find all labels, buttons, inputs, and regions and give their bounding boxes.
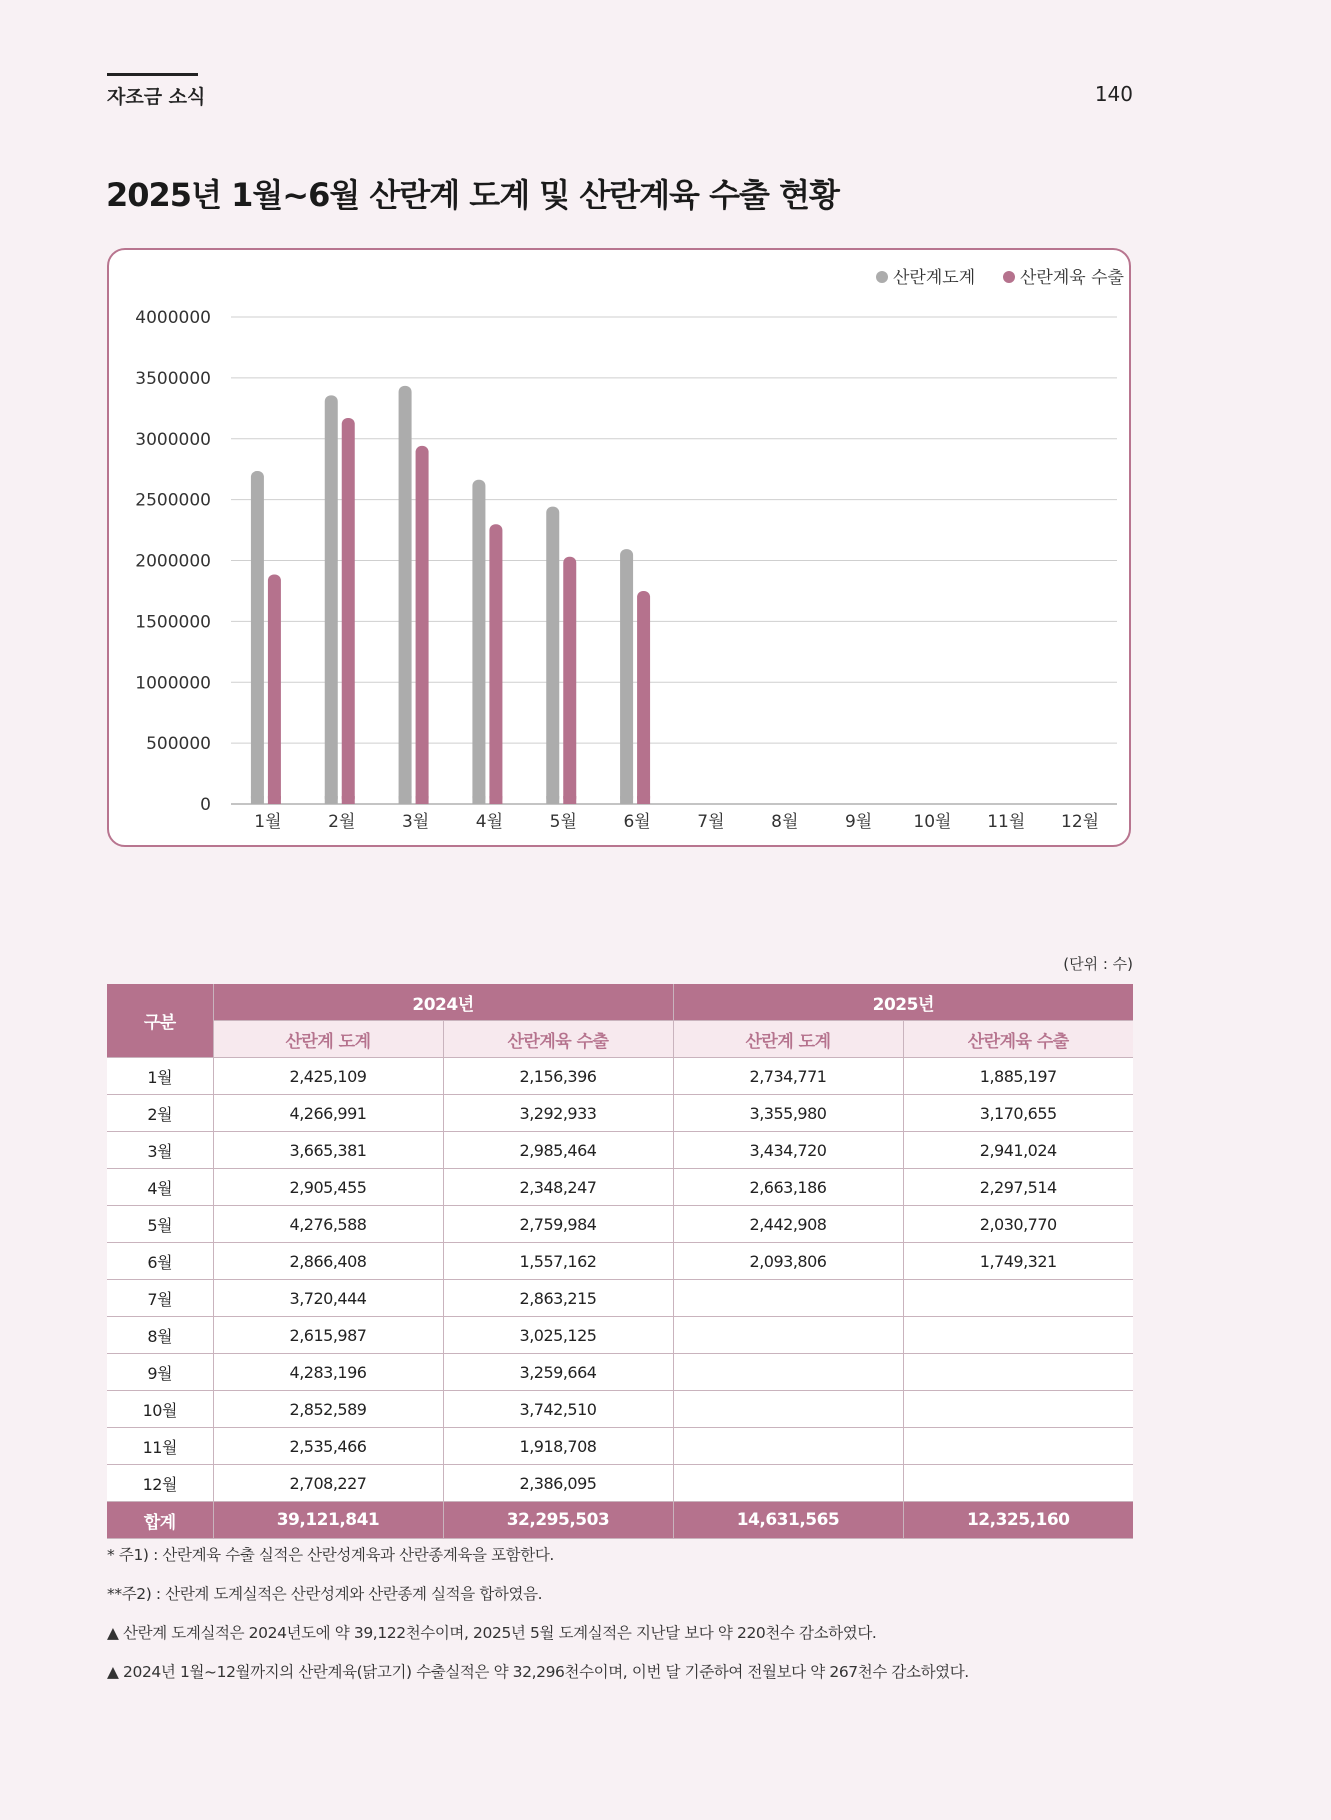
value-cell: 1,749,321 xyxy=(903,1243,1133,1280)
unit-label: (단위 : 수) xyxy=(1063,955,1133,973)
table-row xyxy=(107,1058,1133,1095)
month-cell: 9월 xyxy=(107,1354,213,1391)
bar-base xyxy=(399,796,412,804)
table-row xyxy=(107,1132,1133,1169)
value-cell: 3,434,720 xyxy=(673,1132,903,1169)
value-cell xyxy=(673,1280,903,1317)
value-cell: 4,276,588 xyxy=(213,1206,443,1243)
value-cell xyxy=(903,1391,1133,1428)
bar-base xyxy=(489,796,502,804)
y-tick-label: 3000000 xyxy=(135,429,211,450)
value-cell xyxy=(673,1428,903,1465)
bar-base xyxy=(637,796,650,804)
page-number: 140 xyxy=(1094,82,1133,106)
value-cell: 3,025,125 xyxy=(443,1317,673,1354)
x-tick-label: 5월 xyxy=(549,812,577,832)
x-tick-label: 3월 xyxy=(401,812,430,832)
month-cell: 4월 xyxy=(107,1169,213,1206)
x-tick-label: 9월 xyxy=(844,812,873,832)
x-tick-label: 12월 xyxy=(1061,812,1100,832)
bar-base xyxy=(620,796,633,804)
value-cell xyxy=(673,1391,903,1428)
table-row xyxy=(107,1354,1133,1391)
table-row xyxy=(107,1280,1133,1317)
value-cell: 3,355,980 xyxy=(673,1095,903,1132)
value-cell: 2,663,186 xyxy=(673,1169,903,1206)
value-cell xyxy=(673,1317,903,1354)
table-row xyxy=(107,1391,1133,1428)
month-cell: 2월 xyxy=(107,1095,213,1132)
bar-slaughter xyxy=(399,386,412,804)
value-cell: 2,615,987 xyxy=(213,1317,443,1354)
bar-export xyxy=(342,418,355,804)
legend-marker xyxy=(876,271,888,283)
bar-base xyxy=(251,796,264,804)
subheader-export-2025: 산란계육 수출 xyxy=(903,1021,1133,1058)
legend-marker xyxy=(1003,271,1015,283)
value-cell: 2,708,227 xyxy=(213,1465,443,1502)
x-tick-label: 8월 xyxy=(771,812,799,832)
value-cell: 2,941,024 xyxy=(903,1132,1133,1169)
bar-base xyxy=(472,796,485,804)
value-cell: 2,348,247 xyxy=(443,1169,673,1206)
table-row xyxy=(107,1317,1133,1354)
section-name: 자조금 소식 xyxy=(107,86,206,108)
value-cell: 1,885,197 xyxy=(903,1058,1133,1095)
x-tick-label: 6월 xyxy=(623,812,651,832)
legend-label: 산란계도계 xyxy=(893,268,976,288)
value-cell: 3,665,381 xyxy=(213,1132,443,1169)
total-cell: 12,325,160 xyxy=(903,1502,1133,1539)
value-cell: 2,535,466 xyxy=(213,1428,443,1465)
bar-slaughter xyxy=(251,471,264,804)
bar-export xyxy=(489,524,502,804)
bar-export xyxy=(563,557,576,804)
value-cell: 2,866,408 xyxy=(213,1243,443,1280)
x-tick-label: 4월 xyxy=(475,812,504,832)
table-row xyxy=(107,1428,1133,1465)
value-cell: 3,720,444 xyxy=(213,1280,443,1317)
total-label: 합계 xyxy=(107,1502,213,1539)
value-cell xyxy=(903,1354,1133,1391)
y-tick-label: 3500000 xyxy=(135,368,211,389)
y-tick-label: 500000 xyxy=(146,734,211,755)
bar-base xyxy=(546,796,559,804)
table-row xyxy=(107,1095,1133,1132)
page-title: 2025년 1월~6월 산란계 도계 및 산란계육 수출 현황 xyxy=(106,176,839,214)
subheader-slaughter-2024: 산란계 도계 xyxy=(213,1021,443,1058)
value-cell xyxy=(903,1280,1133,1317)
value-cell: 2,425,109 xyxy=(213,1058,443,1095)
bar-export xyxy=(637,591,650,804)
value-cell: 3,170,655 xyxy=(903,1095,1133,1132)
value-cell: 2,985,464 xyxy=(443,1132,673,1169)
footnote: **주2) : 산란계 도계실적은 산란성계와 산란종계 실적을 합하였음. xyxy=(107,1585,543,1603)
bar-slaughter xyxy=(472,480,485,804)
month-cell: 6월 xyxy=(107,1243,213,1280)
month-cell: 12월 xyxy=(107,1465,213,1502)
bar-base xyxy=(563,796,576,804)
value-cell: 2,156,396 xyxy=(443,1058,673,1095)
value-cell: 2,093,806 xyxy=(673,1243,903,1280)
bar-base xyxy=(342,796,355,804)
month-cell: 11월 xyxy=(107,1428,213,1465)
value-cell xyxy=(673,1465,903,1502)
value-cell: 1,557,162 xyxy=(443,1243,673,1280)
y-tick-label: 2000000 xyxy=(135,551,211,572)
value-cell: 3,742,510 xyxy=(443,1391,673,1428)
subheader-export-2024: 산란계육 수출 xyxy=(443,1021,673,1058)
bar-export xyxy=(268,574,281,804)
month-cell: 10월 xyxy=(107,1391,213,1428)
header-year-2025: 2025년 xyxy=(673,984,1133,1021)
table-row xyxy=(107,1243,1133,1280)
table-row xyxy=(107,1206,1133,1243)
x-tick-label: 1월 xyxy=(254,812,282,832)
month-cell: 8월 xyxy=(107,1317,213,1354)
bar-base xyxy=(416,796,429,804)
value-cell xyxy=(673,1354,903,1391)
chart-panel xyxy=(107,248,1131,847)
value-cell xyxy=(903,1317,1133,1354)
value-cell: 2,863,215 xyxy=(443,1280,673,1317)
value-cell: 3,292,933 xyxy=(443,1095,673,1132)
value-cell: 2,759,984 xyxy=(443,1206,673,1243)
y-tick-label: 0 xyxy=(200,795,211,815)
value-cell: 4,266,991 xyxy=(213,1095,443,1132)
value-cell: 2,442,908 xyxy=(673,1206,903,1243)
x-tick-label: 11월 xyxy=(987,812,1026,832)
y-tick-label: 1000000 xyxy=(135,673,211,694)
month-cell: 5월 xyxy=(107,1206,213,1243)
month-cell: 3월 xyxy=(107,1132,213,1169)
subheader-slaughter-2025: 산란계 도계 xyxy=(673,1021,903,1058)
y-tick-label: 2500000 xyxy=(135,490,211,511)
total-cell: 39,121,841 xyxy=(213,1502,443,1539)
y-tick-label: 1500000 xyxy=(135,612,211,633)
bar-export xyxy=(416,446,429,804)
value-cell: 2,905,455 xyxy=(213,1169,443,1206)
y-tick-label: 4000000 xyxy=(135,308,211,328)
value-cell: 4,283,196 xyxy=(213,1354,443,1391)
x-tick-label: 7월 xyxy=(697,812,725,832)
bar-slaughter xyxy=(325,395,338,804)
x-tick-label: 2월 xyxy=(328,812,356,832)
bar-base xyxy=(268,796,281,804)
month-cell: 7월 xyxy=(107,1280,213,1317)
value-cell: 2,734,771 xyxy=(673,1058,903,1095)
footnotes xyxy=(107,1545,969,1701)
month-cell: 1월 xyxy=(107,1058,213,1095)
bar-slaughter xyxy=(620,549,633,804)
header-year-2024: 2024년 xyxy=(213,984,673,1021)
footnote: * 주1) : 산란계육 수출 실적은 산란성계육과 산란종계육을 포함한다. xyxy=(107,1546,554,1564)
export-table xyxy=(107,984,1133,1539)
header-rule xyxy=(107,73,198,76)
value-cell: 1,918,708 xyxy=(443,1428,673,1465)
bar-slaughter xyxy=(546,507,559,804)
table-row xyxy=(107,1169,1133,1206)
header-category: 구분 xyxy=(107,984,213,1058)
legend-label: 산란계육 수출 xyxy=(1020,268,1124,288)
value-cell: 2,297,514 xyxy=(903,1169,1133,1206)
bar-base xyxy=(325,796,338,804)
value-cell xyxy=(903,1428,1133,1465)
value-cell: 2,386,095 xyxy=(443,1465,673,1502)
value-cell: 2,852,589 xyxy=(213,1391,443,1428)
table-row xyxy=(107,1465,1133,1502)
total-cell: 32,295,503 xyxy=(443,1502,673,1539)
value-cell: 2,030,770 xyxy=(903,1206,1133,1243)
table-total-row xyxy=(107,1502,1133,1539)
value-cell: 3,259,664 xyxy=(443,1354,673,1391)
footnote: ▲ 산란계 도계실적은 2024년도에 약 39,122천수이며, 2025년 5월 도계실적은 지난달 보다 약 220천수 감소하였다. xyxy=(107,1624,877,1642)
x-tick-label: 10월 xyxy=(913,812,952,832)
footnote: ▲ 2024년 1월~12월까지의 산란계육(닭고기) 수출실적은 약 32,296천수이며, 이번 달 기준하여 전월보다 약 267천수 감소하였다. xyxy=(107,1663,969,1681)
total-cell: 14,631,565 xyxy=(673,1502,903,1539)
value-cell xyxy=(903,1465,1133,1502)
bar-chart xyxy=(109,250,1133,849)
